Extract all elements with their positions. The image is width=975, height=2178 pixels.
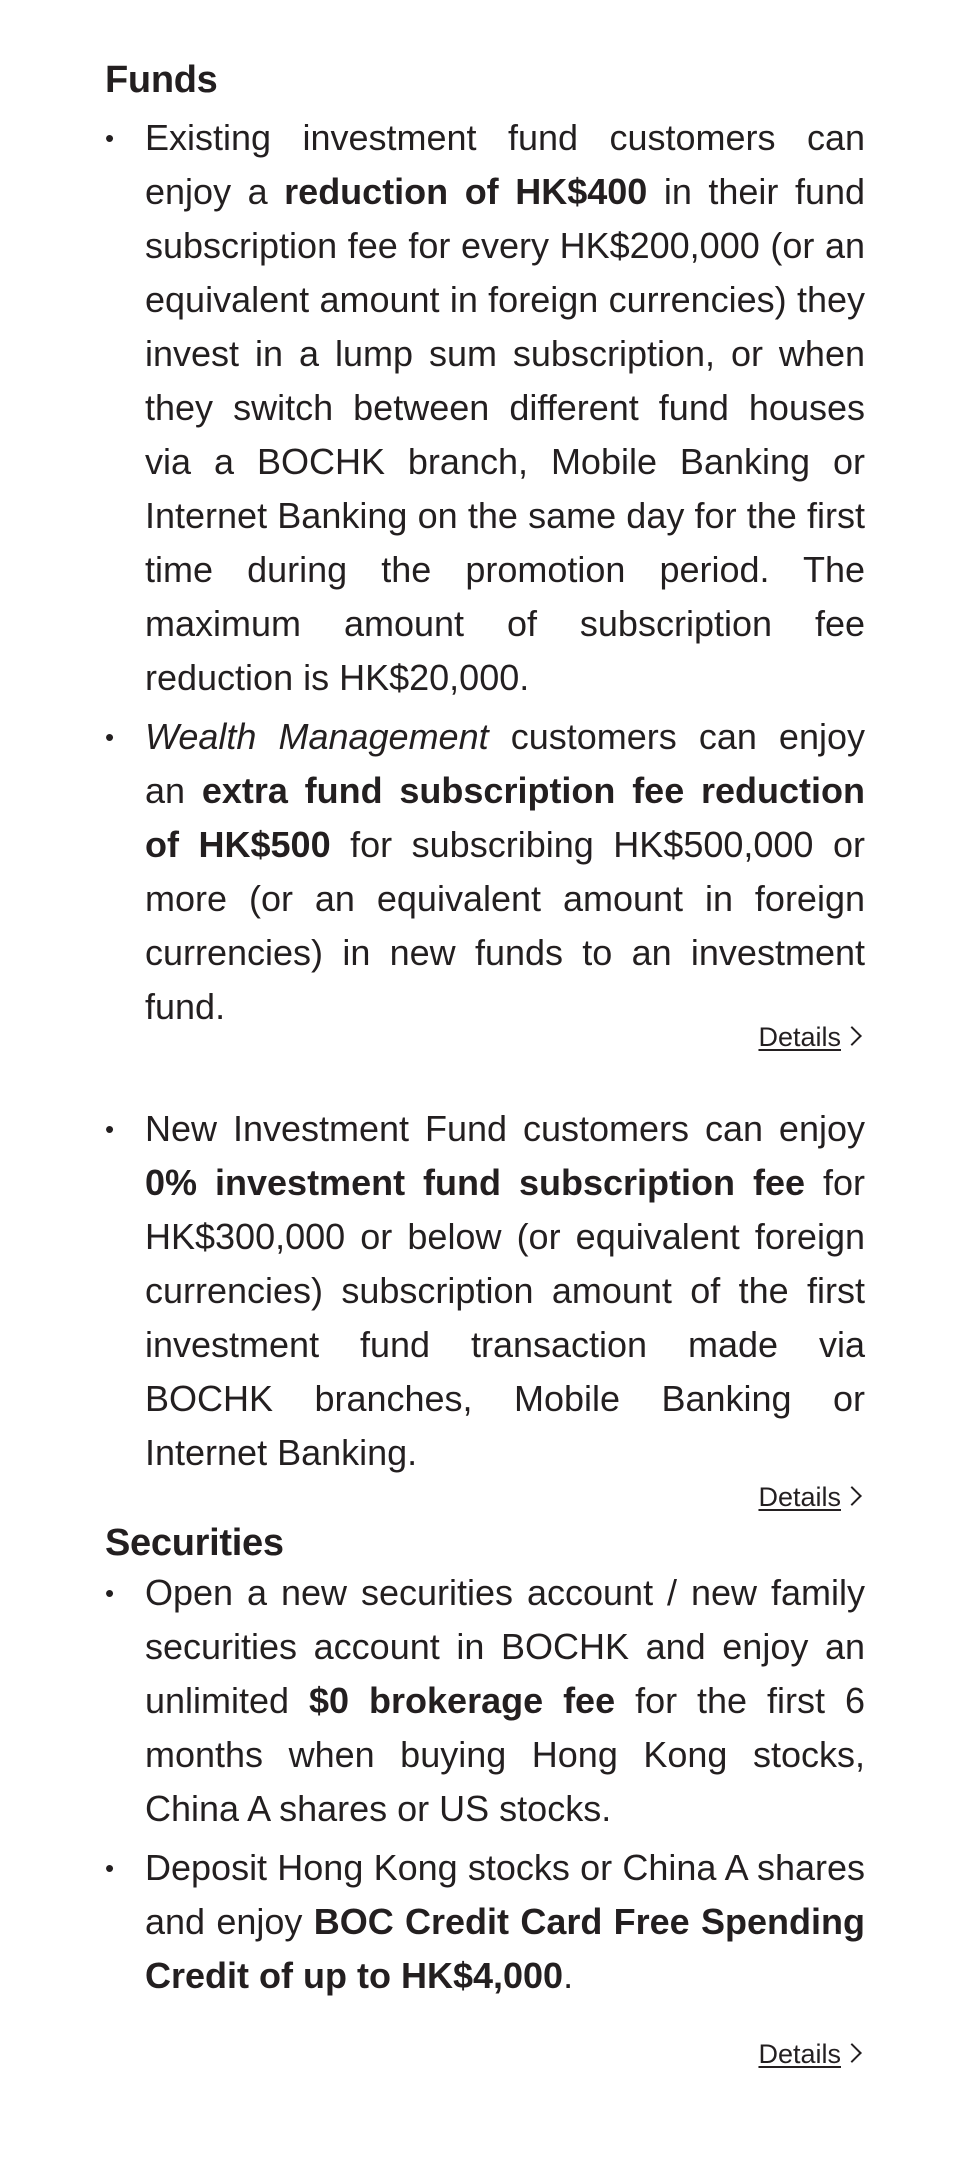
- details-link-2[interactable]: Details: [758, 1482, 841, 1512]
- securities-list: [105, 1566, 865, 2003]
- funds-list: [105, 111, 865, 1034]
- securities-item2-highlight: BOC Credit Card Free Spending Credit of up to HK$4,000: [145, 1901, 865, 1996]
- funds-item2-highlight: extra fund subscription fee reduction of HK$500: [145, 770, 865, 865]
- details-link-1[interactable]: Details: [758, 1022, 841, 1052]
- funds-item1-text-a: Existing investment fund customers can enjoy a: [145, 117, 865, 212]
- details-row-3: [105, 2037, 865, 2071]
- funds-item1-text-b: in their fund subscription fee for every HK$200,000 (or an equivalent amount in foreign currencies) they invest in a lump sum subscription, or when they switch between different fund houses via a BOCHK branch, Mobile Banking or Internet Banking on the same day for the first time during the promotion period. The maximum amount of subscription fee reduction is HK$20,000.: [145, 171, 866, 698]
- funds-item-wealth-management: [105, 710, 865, 1034]
- details-link-3[interactable]: Details: [758, 2039, 841, 2069]
- securities-item1-text-a: Open a new securities account / new family securities account in BOCHK and enjoy an unlimited: [145, 1572, 865, 1721]
- funds-item3-text-a: New Investment Fund customers can enjoy: [145, 1108, 865, 1149]
- funds-item-existing-customers: [105, 111, 865, 705]
- securities-item-new-account: [105, 1566, 865, 1836]
- securities-heading: Securities: [105, 1522, 284, 1564]
- funds-heading: Funds: [105, 59, 218, 101]
- funds-item2-italic: Wealth Management: [145, 716, 489, 757]
- funds-list-new-customers: [105, 1102, 865, 1480]
- securities-item1-text-b: for the first 6 months when buying Hong Kong stocks, China A shares or US stocks.: [145, 1680, 866, 1829]
- spacer: [105, 1054, 865, 1102]
- securities-item1-highlight: $0 brokerage fee: [309, 1680, 616, 1721]
- securities-item2-text-a: Deposit Hong Kong stocks or China A shares and enjoy: [145, 1847, 865, 1942]
- funds-item-new-customers: [105, 1102, 865, 1480]
- details-row-2: [105, 1480, 865, 1514]
- funds-item1-highlight: reduction of HK$400: [284, 171, 648, 212]
- securities-item-deposit-stocks: [105, 1841, 865, 2003]
- chevron-right-icon: [842, 2043, 862, 2063]
- chevron-right-icon: [842, 1486, 862, 1506]
- funds-item3-text-b: for HK$300,000 or below (or equivalent foreign currencies) subscription amount of the first investment fund transaction made via BOCHK branches, Mobile Banking or Internet Banking.: [145, 1162, 866, 1473]
- funds-item2-text-b: for subscribing HK$500,000 or more (or an equivalent amount in foreign currencies) in new funds to an investment fund.: [145, 824, 865, 1027]
- securities-item2-text-b: .: [563, 1955, 574, 1996]
- funds-item2-text-a: customers can enjoy an: [145, 716, 865, 811]
- funds-item3-highlight: 0% investment fund subscription fee: [145, 1162, 806, 1203]
